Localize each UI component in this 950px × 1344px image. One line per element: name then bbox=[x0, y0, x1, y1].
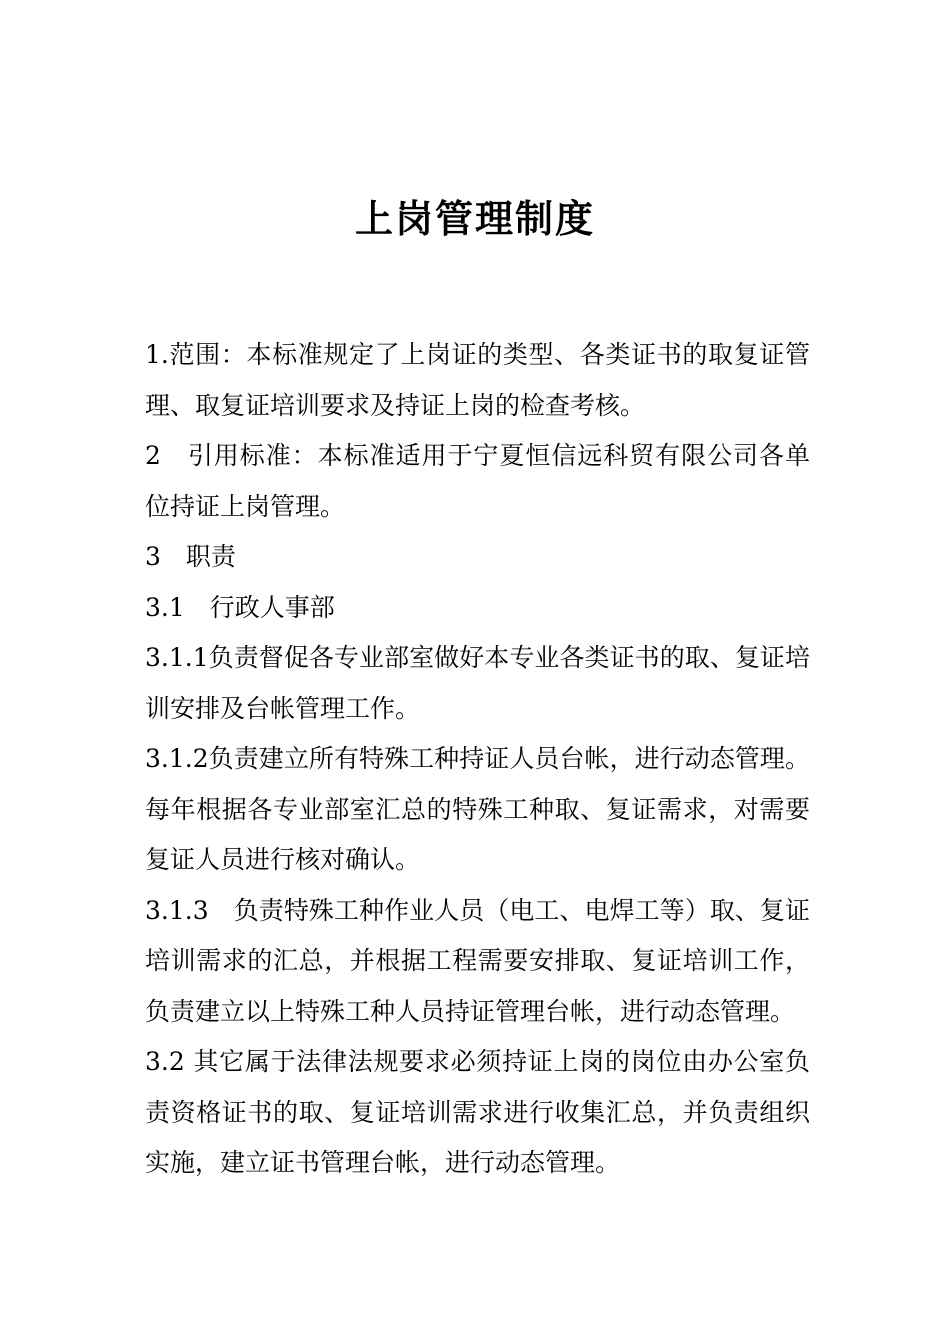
document-title: 上岗管理制度 bbox=[354, 197, 595, 241]
paragraph-3-1-2: 3.1.2负责建立所有特殊工种持证人员台帐，进行动态管理。每年根据各专业部室汇总的特殊工种取、复证需求，对需要复证人员进行核对确认。 bbox=[145, 744, 810, 874]
paragraph-scope: 1.范围：本标准规定了上岗证的类型、各类证书的取复证管理、取复证培训要求及持证上岗的检查考核。 bbox=[145, 340, 810, 420]
paragraph-admin-hr-heading: 3.1 行政人事部 bbox=[145, 592, 335, 622]
paragraph-responsibilities-heading: 3 职责 bbox=[145, 542, 236, 571]
paragraph-3-1-1: 3.1.1负责督促各专业部室做好本专业各类证书的取、复证培训安排及台帐管理工作。 bbox=[145, 643, 810, 723]
paragraph-3-1-3: 3.1.3 负责特殊工种作业人员（电工、电焊工等）取、复证培训需求的汇总，并根据工程需要安排取、复证培训工作，负责建立以上特殊工种人员持证管理台帐，进行动态管理。 bbox=[145, 895, 810, 1026]
document-body bbox=[145, 330, 810, 1189]
paragraph-3-2: 3.2 其它属于法律法规要求必须持证上岗的岗位由办公室负责资格证书的取、复证培训需求进行收集汇总，并负责组织实施，建立证书管理台帐，进行动态管理。 bbox=[145, 1047, 810, 1177]
paragraph-reference-standard: 2 引用标准：本标准适用于宁夏恒信远科贸有限公司各单位持证上岗管理。 bbox=[145, 441, 810, 521]
